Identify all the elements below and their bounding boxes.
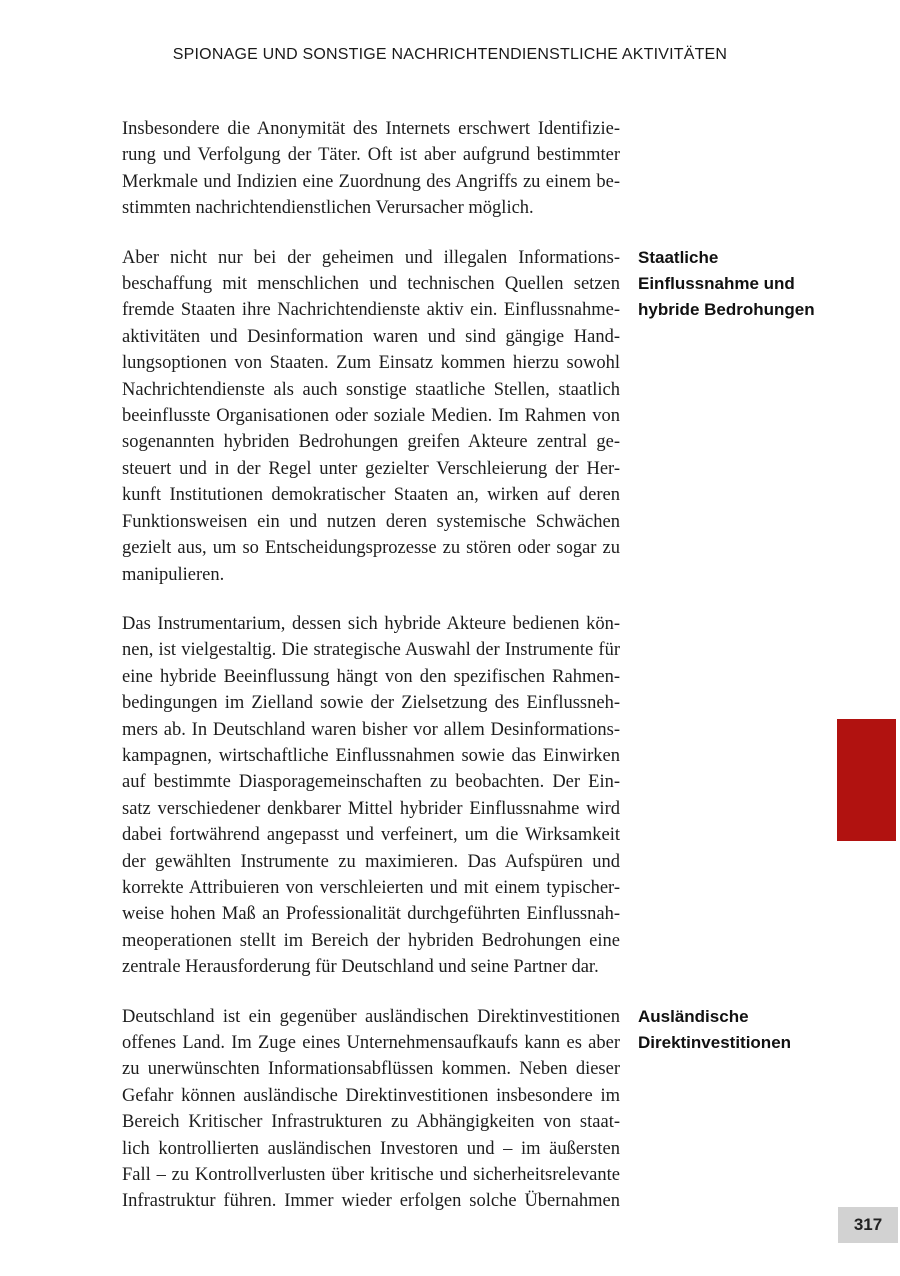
paragraph-line: Gefahr können ausländische Direktinvestitionen insbesondere im — [122, 1085, 620, 1106]
paragraph-line: bedingungen im Zielland sowie der Zielsetzung des Einflussneh- — [122, 693, 620, 714]
paragraph-line: kunft Institutionen demokratischer Staaten an, wirken auf deren — [122, 485, 620, 506]
body-paragraph — [122, 1004, 620, 1215]
paragraph-line: Fall – zu Kontrollverlusten über kritische und sicherheitsrelevante — [122, 1165, 620, 1186]
page-number-badge — [838, 1207, 898, 1243]
paragraph-line: stimmten nachrichtendienstlichen Verursacher möglich. — [122, 198, 534, 219]
paragraph-line: sogenannten hybriden Bedrohungen greifen Akteure zentral ge- — [122, 432, 620, 453]
paragraph-line: satz verschiedener denkbarer Mittel hybrider Einflussnahme wird — [122, 798, 620, 819]
paragraph-line: lungsoptionen von Staaten. Zum Einsatz kommen hierzu sowohl — [122, 353, 620, 374]
paragraph-line: manipulieren. — [122, 564, 225, 585]
paragraph-line: Insbesondere die Anonymität des Internets erschwert Identifizie- — [122, 119, 620, 139]
paragraph-line: Aber nicht nur bei der geheimen und illegalen Informations- — [122, 247, 620, 268]
paragraph-line: korrekte Attribuieren von verschleierten und mit einem typischer- — [122, 877, 620, 898]
paragraph-line: aktivitäten und Desinformation waren und sind gängige Hand- — [122, 326, 620, 347]
paragraph-line: fremde Staaten ihre Nachrichtendienste aktiv ein. Einflussnahme- — [122, 300, 620, 321]
paragraph-line: nen, ist vielgestaltig. Die strategische Auswahl der Instrumente für — [122, 640, 620, 661]
paragraph-line: Infrastruktur führen. Immer wieder erfolgen solche Übernahmen — [122, 1191, 620, 1212]
content — [122, 116, 822, 1238]
paragraph-line: mers ab. In Deutschland waren bisher vor allem Desinformations- — [122, 719, 620, 740]
paragraph-line: lich kontrollierten ausländischen Investoren und – im äußersten — [122, 1138, 620, 1159]
paragraph-block — [122, 1004, 822, 1215]
paragraph-line: weise hohen Maß an Professionalität durchgeführten Einflussnah- — [122, 904, 620, 925]
paragraph-line: steuert und in der Regel unter gezielter Verschleierung der Her- — [122, 458, 620, 479]
body-paragraph — [122, 116, 620, 222]
paragraph-line: meoperationen stellt im Bereich der hybriden Bedrohungen eine — [122, 930, 620, 951]
paragraph-line: Funktionsweisen ein und nutzen deren systemische Schwächen — [122, 511, 620, 532]
margin-note-line: Direktinvestitionen — [638, 1033, 792, 1052]
paragraph-line: auf bestimmte Diasporagemeinschaften zu beobachten. Der Ein- — [122, 772, 620, 793]
paragraph-line: eine hybride Beeinflussung hängt von den spezifischen Rahmen- — [122, 666, 620, 687]
paragraph-line: Bereich Kritischer Infrastrukturen zu Abhängigkeiten von staat- — [122, 1112, 620, 1133]
paragraph-line: Deutschland ist ein gegenüber ausländischen Direktinvestitionen — [122, 1006, 620, 1027]
running-header: SPIONAGE UND SONSTIGE NACHRICHTENDIENSTLICHE AKTIVITÄTEN — [172, 46, 728, 63]
chapter-marker-bar — [837, 719, 896, 841]
paragraph-line: offenes Land. Im Zuge eines Unternehmensaufkaufs kann es aber — [122, 1033, 620, 1053]
paragraph-block — [122, 116, 822, 222]
paragraph-line: der gewählten Instrumente zu maximieren. Das Aufspüren und — [122, 851, 620, 872]
paragraph-line: beschaffung mit menschlichen und technischen Quellen setzen — [122, 274, 620, 295]
paragraph-line: Nachrichtendienste als auch sonstige staatliche Stellen, staatlich — [122, 379, 620, 400]
margin-note — [638, 245, 822, 324]
body-paragraph — [122, 245, 620, 588]
paragraph-line: kampagnen, wirtschaftliche Einflussnahmen sowie das Einwirken — [122, 745, 620, 766]
paragraph-block — [122, 245, 822, 588]
margin-note-line: hybride Bedrohungen — [638, 300, 815, 320]
paragraph-line: gezielt aus, um so Entscheidungsprozesse zu stören oder sogar zu — [122, 538, 620, 559]
body-paragraph — [122, 611, 620, 981]
paragraph-line: zentrale Herausforderung für Deutschland und seine Partner dar. — [122, 957, 599, 978]
margin-note-line: Einflussnahme und — [638, 274, 795, 294]
margin-note — [638, 1004, 822, 1057]
paragraph-line: Das Instrumentarium, dessen sich hybride Akteure bedienen kön- — [122, 613, 620, 634]
paragraph-line: dabei fortwährend angepasst und verfeinert, um die Wirksamkeit — [122, 825, 620, 846]
margin-note-line: Ausländische — [638, 1006, 749, 1026]
paragraph-line: zu unerwünschten Informationsabflüssen kommen. Neben dieser — [122, 1059, 620, 1080]
paragraph-line: rung und Verfolgung der Täter. Oft ist aber aufgrund bestimmter — [122, 145, 620, 166]
paragraph-line: Merkmale und Indizien eine Zuordnung des Angriffs zu einem be- — [122, 171, 620, 192]
paragraph-line: beeinflusste Organisationen oder soziale Medien. Im Rahmen von — [122, 406, 620, 427]
page-number: 317 — [853, 1215, 883, 1234]
margin-note-line: Staatliche — [638, 247, 719, 267]
paragraph-block — [122, 611, 822, 981]
